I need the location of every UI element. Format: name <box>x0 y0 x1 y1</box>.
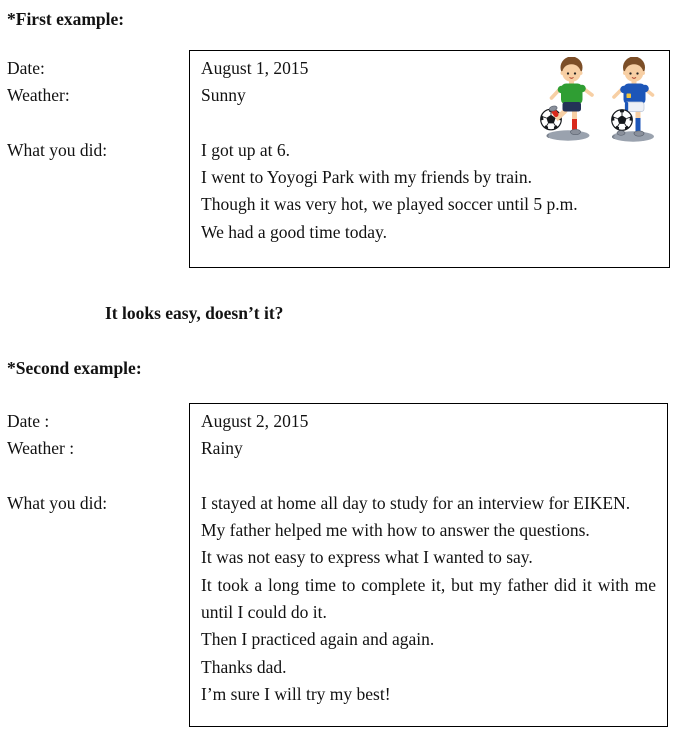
weather-value: Sunny <box>201 85 246 106</box>
spacer <box>7 110 107 137</box>
date-value: August 2, 2015 <box>201 411 309 431</box>
diary-line: I’m sure I will try my best! <box>201 683 391 704</box>
second-example-labels <box>7 408 107 517</box>
spacer <box>201 463 656 490</box>
diary-line: We had a good time today. <box>201 221 388 242</box>
soccer-kids-illustration <box>538 57 664 142</box>
weather-label: Weather: <box>7 85 70 106</box>
date-label: Date : <box>7 411 50 431</box>
spacer <box>7 463 107 490</box>
green-kit-boy <box>541 57 592 141</box>
soccer-ball-icon <box>612 110 633 131</box>
date-value: August 1, 2015 <box>201 58 309 78</box>
blue-kit-boy <box>612 57 654 142</box>
weather-label: Weather : <box>7 438 75 459</box>
diary-line: I stayed at home all day to study for an interview for EIKEN. <box>201 492 631 513</box>
what-you-did-label: What you did: <box>7 139 108 160</box>
second-example-heading: *Second example: <box>7 358 142 378</box>
diary-line: I got up at 6. <box>201 139 290 160</box>
first-example-heading: *First example: <box>7 9 125 29</box>
diary-line: Thanks dad. <box>201 656 287 677</box>
date-label: Date: <box>7 58 45 78</box>
diary-line: Though it was very hot, we played soccer until 5 p.m. <box>201 194 578 215</box>
diary-line: I went to Yoyogi Park with my friends by train. <box>201 167 533 188</box>
what-you-did-label: What you did: <box>7 492 108 513</box>
diary-line: It took a long time to complete it, but my father did it with me until I could do it. <box>201 574 656 623</box>
diary-line: My father helped me with how to answer the questions. <box>201 520 590 541</box>
first-example-labels <box>7 55 107 164</box>
diary-line: It was not easy to express what I wanted to say. <box>201 547 533 568</box>
diary-line: Then I practiced again and again. <box>201 629 435 650</box>
second-example-box <box>189 403 668 727</box>
interlude-text: It looks easy, doesn’t it? <box>105 303 284 323</box>
weather-value: Rainy <box>201 438 243 459</box>
